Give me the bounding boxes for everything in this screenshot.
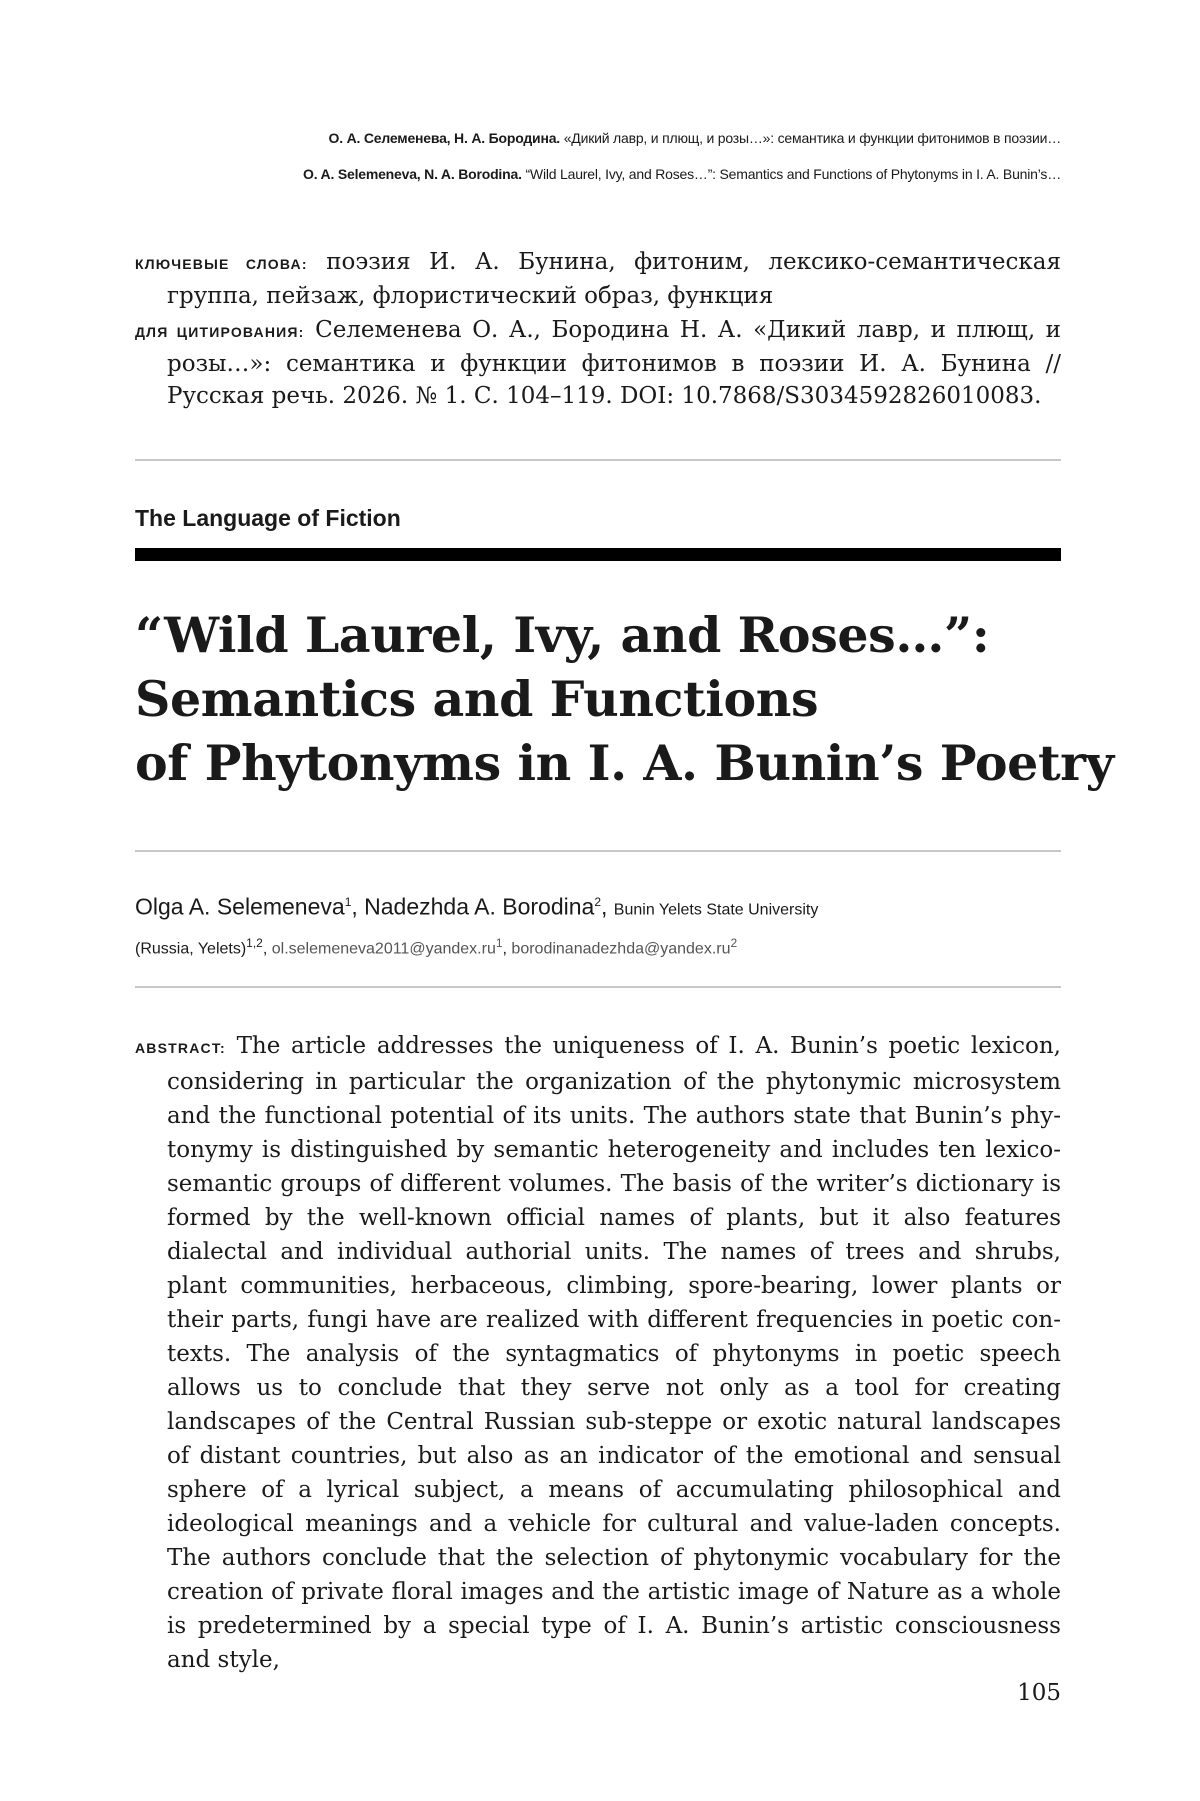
abstract <box>135 1029 1061 1677</box>
citation-text: Селеменева О. А., Бородина Н. А. «Дикий лавр, и плющ, и розы…»: семантика и функции фитонимов в поэзии И. А. Бунина // Русская речь. 2026. № 1. С. 104–119. DOI: 10.7868/S3034592826010083. <box>167 317 1062 409</box>
author-2-sup: 2 <box>594 895 602 909</box>
article-title <box>135 603 1114 795</box>
author-1-name: Olga A. Selemeneva <box>135 893 345 920</box>
location: (Russia, Yelets) <box>135 939 247 957</box>
keywords-block <box>135 246 1061 312</box>
affiliation: Bunin Yelets State University <box>613 901 819 919</box>
running-head-en <box>303 166 1061 182</box>
divider-title <box>135 850 1061 852</box>
abstract-label: ABSTRACT: <box>135 1040 226 1056</box>
section-divider-bar <box>135 548 1061 561</box>
citation-block <box>135 314 1061 412</box>
running-head-ru-authors: О. А. Селеменева, Н. А. Бородина. <box>328 130 560 146</box>
section-label: The Language of Fiction <box>135 505 401 531</box>
authors-block <box>135 885 1061 964</box>
running-head-ru <box>329 130 1061 146</box>
author-separator: , <box>351 893 365 920</box>
running-head-ru-title: «Дикий лавр, и плющ, и розы…»: семантика и функции фитонимов в поэзии… <box>563 130 1061 146</box>
divider-top <box>135 459 1061 461</box>
title-line-1: “Wild Laurel, Ivy, and Roses…”: <box>135 606 990 664</box>
location-sup: 1,2 <box>246 935 263 950</box>
page-number: 105 <box>1017 1680 1061 1706</box>
affiliation-line: (Russia, Yelets)$^{1,2}$, $ol.selemeneva2011@yandex.ru^1$, $borodinanadezhda@yandex.ru^2$ <box>135 935 738 957</box>
title-line-2: Semantics and Functions <box>135 670 819 728</box>
email-2-sup: 2 <box>730 935 738 950</box>
abstract-text: The article addresses the uniqueness of I. A. Bunin’s poetic lexicon, considering in particular the organization of the phytonymic microsystem and the functional potential of its units. The authors state that Bunin’s phytonymy is distinguished by semantic heterogeneity and includes ten lexico-semantic groups of different volumes. The basis of the writer’s dictionary is formed by the well-known official names of plants, but it also features dialectal and individual authorial units. The names of trees and shrubs, plant communities, herbaceous, climbing, spore-bearing, lower plants or their parts, fungi have are realized with different frequencies in poetic contexts. The analysis of the syntagmatics of phytonyms in poetic speech allows us to conclude that they serve not only as a tool for creating landscapes of the Central Russian sub-steppe or exotic natural landscapes of distant countries, but also as an indicator of the emotional and sensual sphere of a lyrical subject, a means of accumulating philosophical and ideological meanings and a vehicle for cultural and value-laden concepts. The authors conclude that the selection of phytonymic vocabulary for the creation of private floral images and the artistic image of Nature as a whole is predetermined by a special type of I. A. Bunin’s artistic consciousness and style, <box>167 1033 1061 1673</box>
keywords-text: поэзия И. А. Бунина, фитоним, лексико-семантическая группа, пейзаж, флористический образ, функция <box>167 249 1061 309</box>
author-2-name: Nadezhda A. Borodina <box>364 893 595 920</box>
email-1-sup: 1 <box>495 935 503 950</box>
running-head-en-title: “Wild Laurel, Ivy, and Roses…”: Semantics and Functions of Phytonyms in I. A. Bunin’s… <box>525 166 1061 182</box>
running-head-en-authors: O. A. Selemeneva, N. A. Borodina. <box>303 166 522 182</box>
divider-authors <box>135 986 1061 988</box>
title-line-3: of Phytonyms in I. A. Bunin’s Poetry <box>135 734 1114 792</box>
email-2[interactable]: borodinanadezhda@yandex.ru <box>511 939 731 957</box>
authors-line: Olga A. Selemeneva$^1$, Nadezhda A. Borodina$^2$, Bunin Yelets State University <box>135 893 819 920</box>
author-1-sup: 1 <box>344 895 352 909</box>
citation-label: ДЛЯ ЦИТИРОВАНИЯ: <box>135 324 305 340</box>
keywords-label: КЛЮЧЕВЫЕ СЛОВА: <box>135 256 308 272</box>
email-1[interactable]: ol.selemeneva2011@yandex.ru <box>271 939 496 957</box>
